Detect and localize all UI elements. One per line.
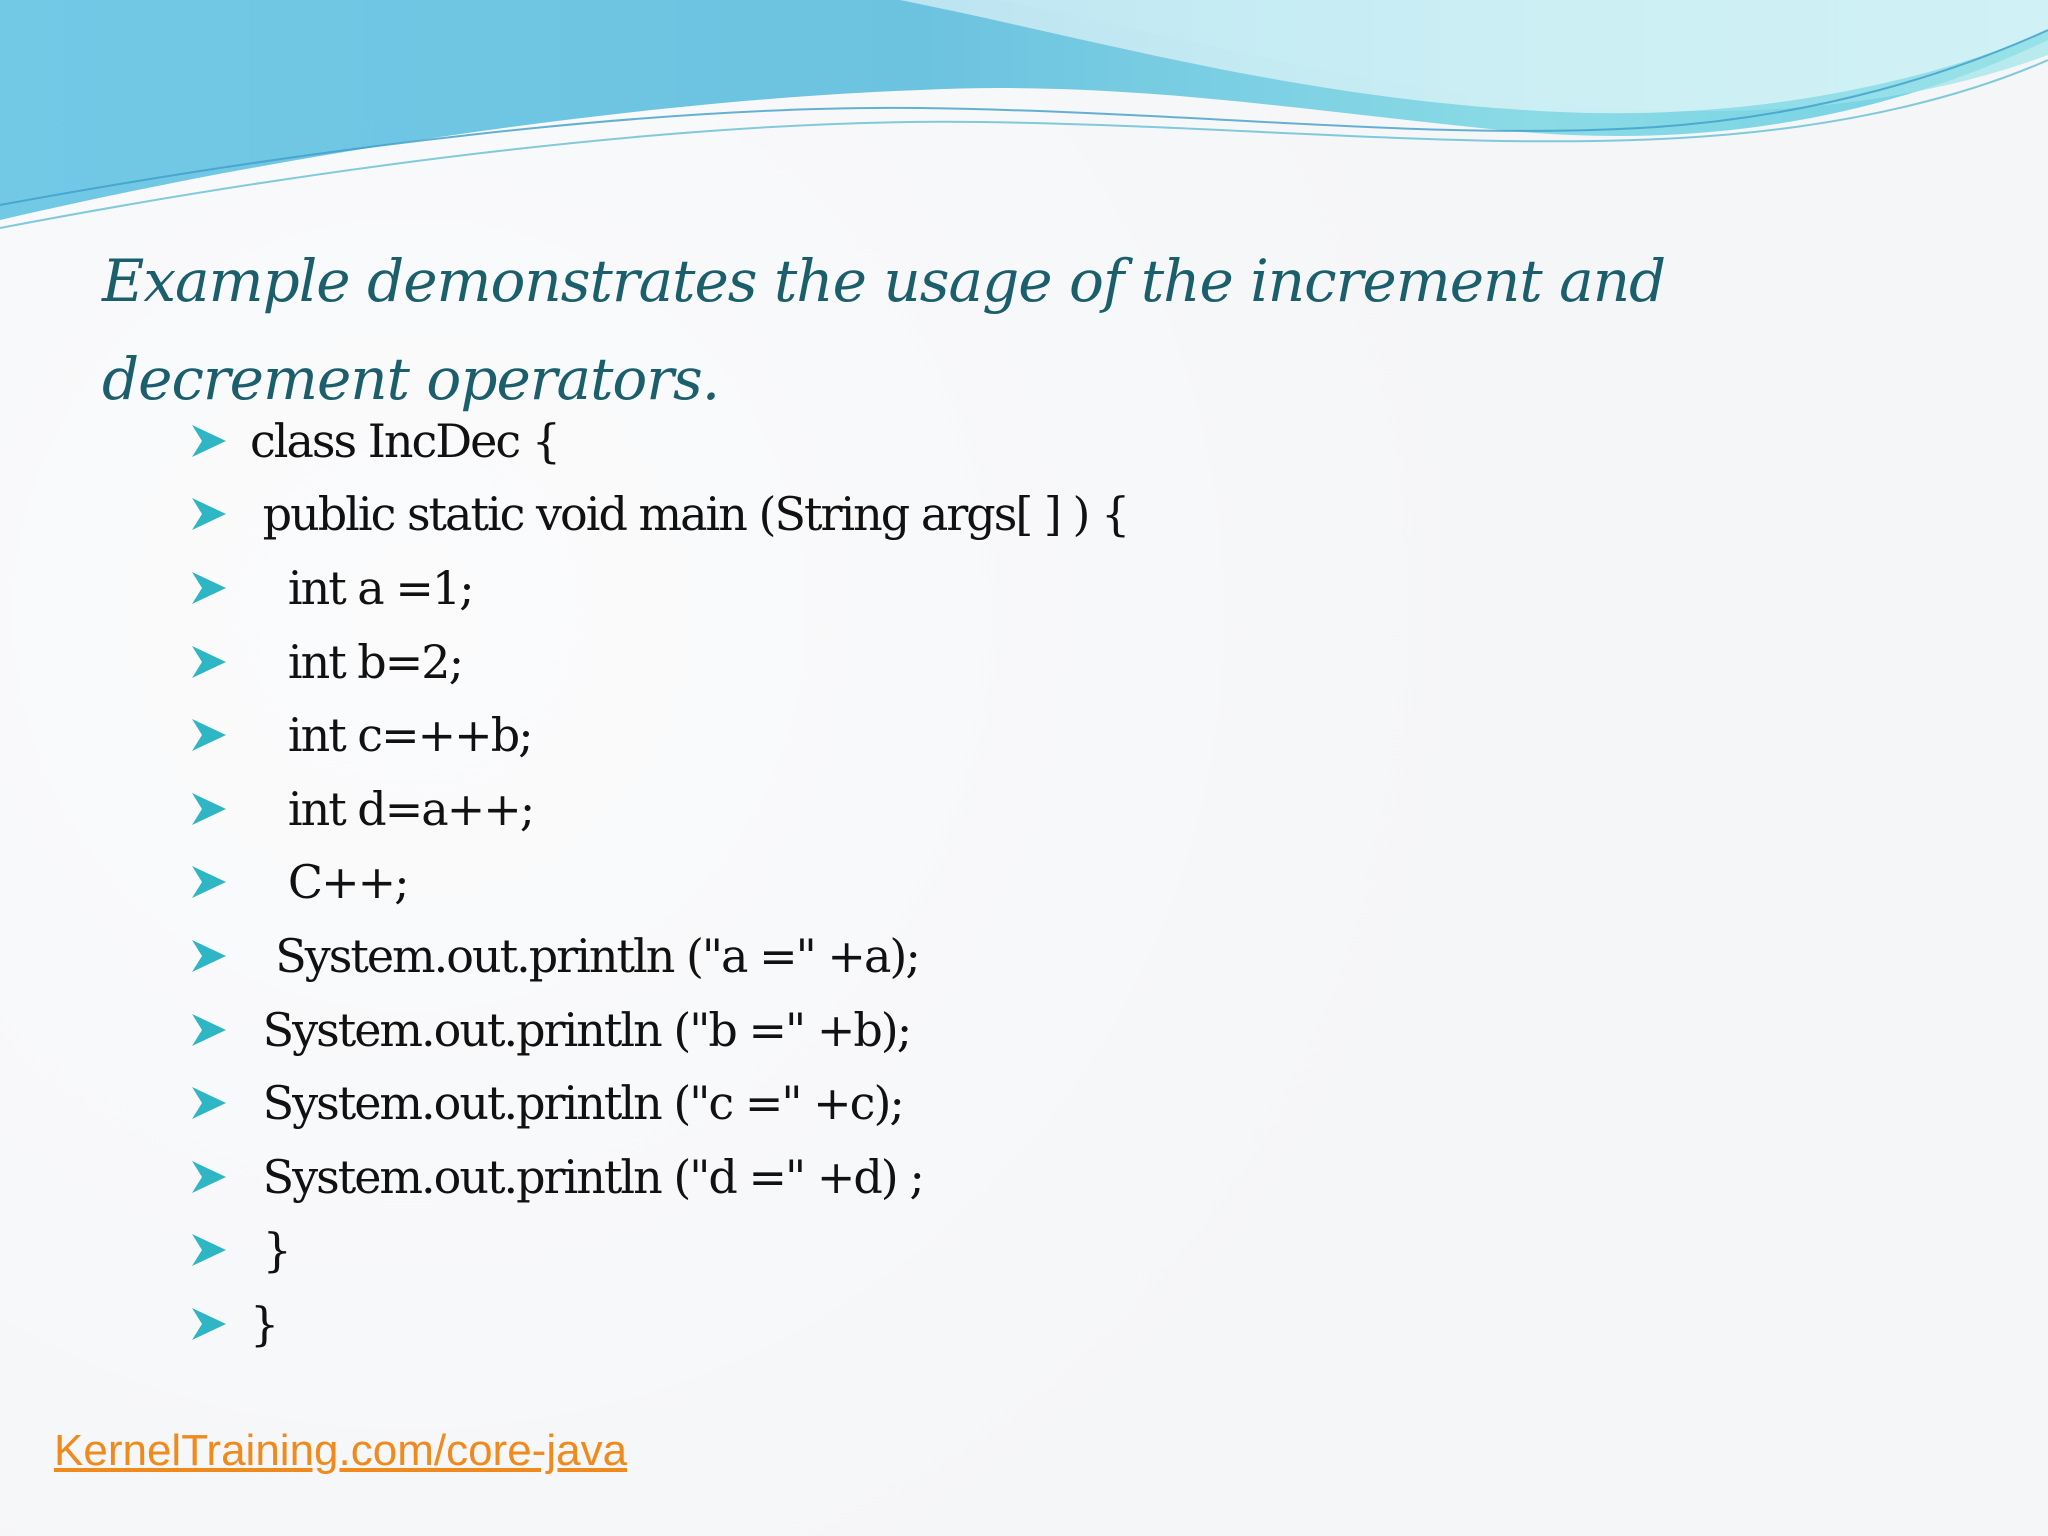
code-line-text: int d=a++; bbox=[250, 781, 534, 836]
code-line bbox=[190, 1287, 1128, 1361]
code-line bbox=[190, 698, 1128, 772]
arrowhead-bullet-icon bbox=[190, 494, 228, 534]
code-line-text: System.out.println ("c =" +c); bbox=[250, 1076, 903, 1131]
arrowhead-bullet-icon bbox=[190, 1083, 228, 1123]
code-line bbox=[190, 1066, 1128, 1140]
code-line bbox=[190, 478, 1128, 552]
code-line-text: int a =1; bbox=[250, 560, 473, 615]
footer-link[interactable]: KernelTraining.com/core-java bbox=[54, 1426, 628, 1475]
code-line-text: class IncDec { bbox=[250, 413, 560, 468]
code-line-text: System.out.println ("a =" +a); bbox=[250, 928, 919, 983]
code-line-text: public static void main (String args[ ] ) { bbox=[250, 487, 1129, 542]
code-line-text: int c=++b; bbox=[250, 708, 532, 763]
arrowhead-bullet-icon bbox=[190, 789, 228, 829]
arrowhead-bullet-icon bbox=[190, 642, 228, 682]
code-line-text: int b=2; bbox=[250, 634, 463, 689]
code-line bbox=[190, 993, 1128, 1067]
arrowhead-bullet-icon bbox=[190, 568, 228, 608]
code-line-text: System.out.println ("b =" +b); bbox=[250, 1002, 911, 1057]
arrowhead-bullet-icon bbox=[190, 1230, 228, 1270]
code-line bbox=[190, 1140, 1128, 1214]
arrowhead-bullet-icon bbox=[190, 862, 228, 902]
code-line bbox=[190, 772, 1128, 846]
code-line bbox=[190, 551, 1128, 625]
code-line-text: } bbox=[250, 1223, 290, 1278]
arrowhead-bullet-icon bbox=[190, 421, 228, 461]
arrowhead-bullet-icon bbox=[190, 1157, 228, 1197]
code-bullet-list bbox=[190, 404, 1128, 1361]
arrowhead-bullet-icon bbox=[190, 715, 228, 755]
arrowhead-bullet-icon bbox=[190, 1010, 228, 1050]
header-wave-decoration bbox=[0, 0, 2048, 240]
code-line bbox=[190, 1214, 1128, 1288]
arrowhead-bullet-icon bbox=[190, 936, 228, 976]
arrowhead-bullet-icon bbox=[190, 1304, 228, 1344]
slide-title: Example demonstrates the usage of the increment and decrement operators. bbox=[102, 247, 1666, 413]
code-line bbox=[190, 846, 1128, 920]
code-line bbox=[190, 919, 1128, 993]
code-line-text: } bbox=[250, 1296, 278, 1351]
code-line bbox=[190, 404, 1128, 478]
code-line-text: System.out.println ("d =" +d) ; bbox=[250, 1149, 923, 1204]
code-line bbox=[190, 625, 1128, 699]
code-line-text: C++; bbox=[250, 855, 408, 910]
